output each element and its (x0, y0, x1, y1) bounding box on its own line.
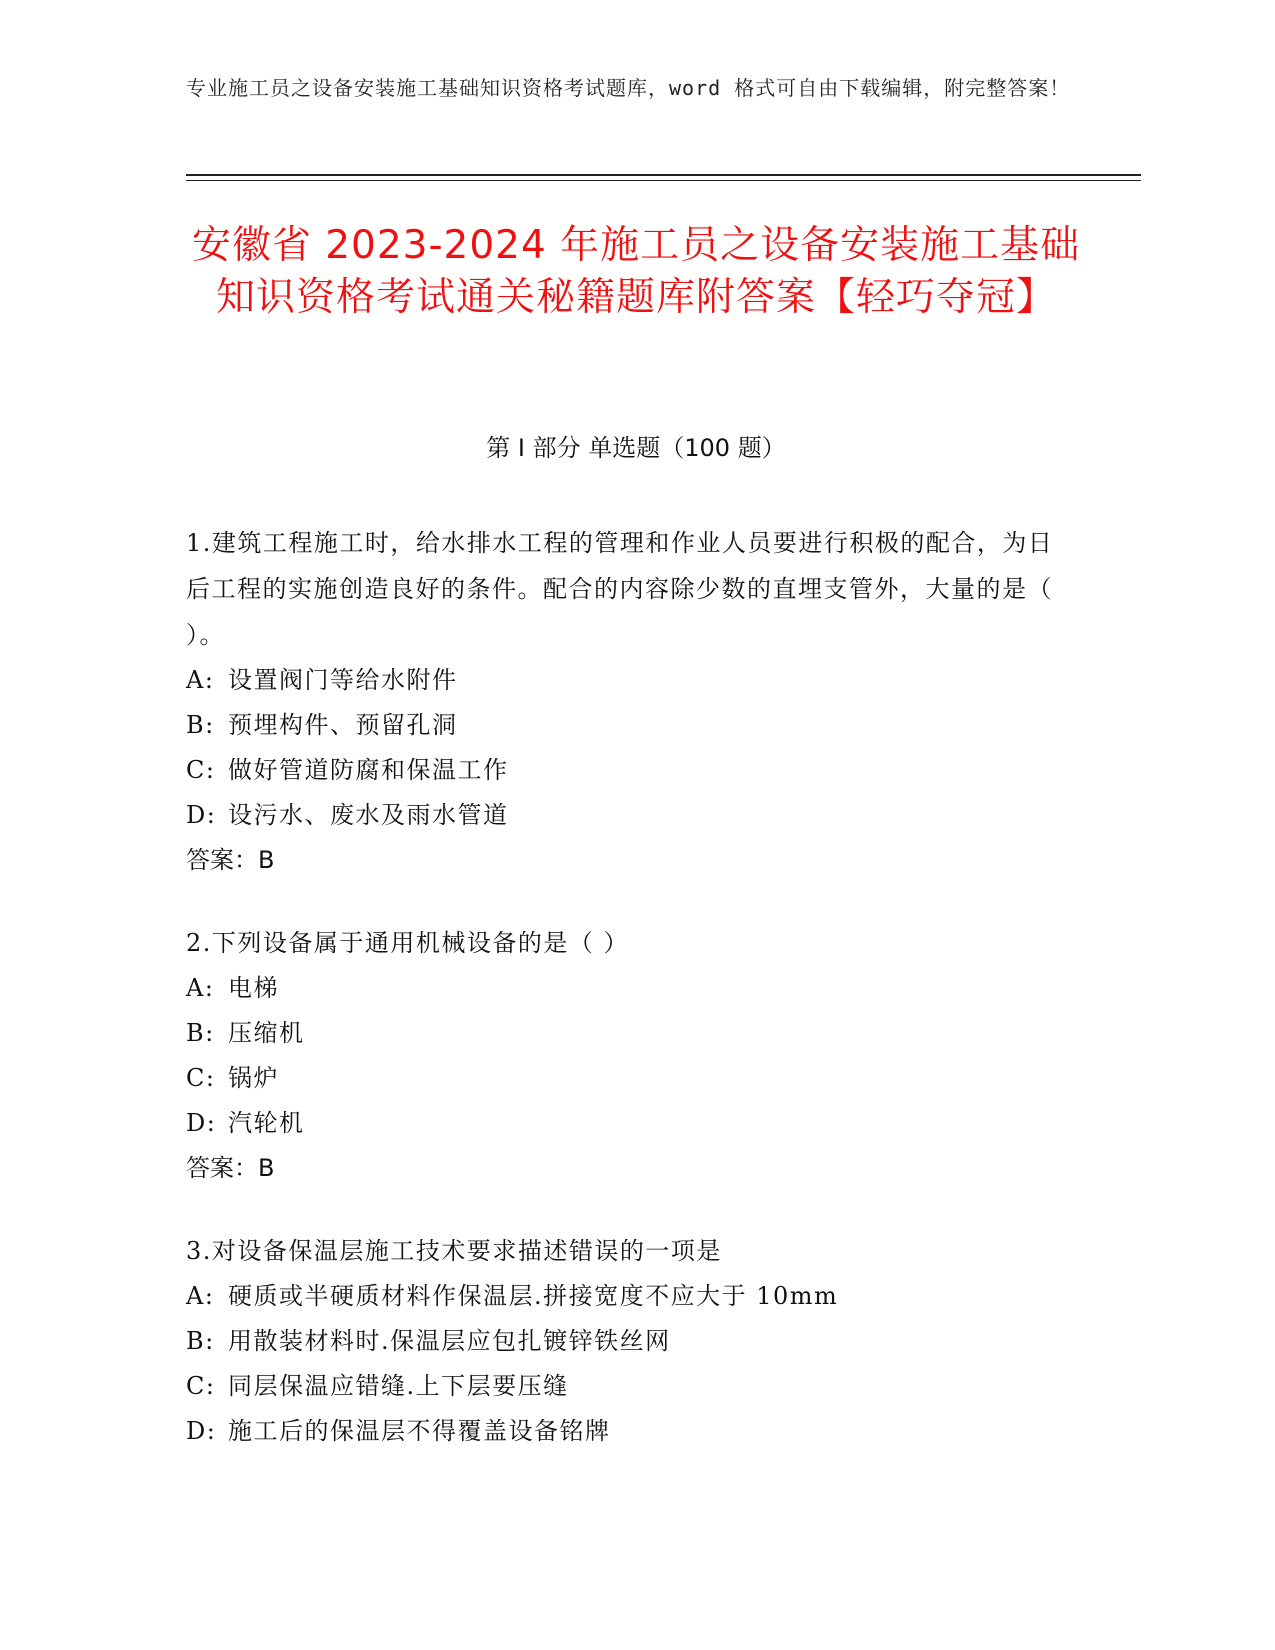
option-letter: D: (186, 801, 217, 829)
option-letter: C: (186, 756, 216, 784)
question-list (186, 520, 1066, 1491)
section-heading: 第 I 部分 单选题（100 题） (486, 434, 786, 462)
option-text: 汽轮机 (228, 1109, 305, 1137)
option-letter: C: (186, 1372, 216, 1400)
question-stem: 1.建筑工程施工时，给水排水工程的管理和作业人员要进行积极的配合，为日后工程的实施创造良好的条件。配合的内容除少数的直埋支管外，大量的是（ ）。 (186, 529, 1054, 649)
option-d (186, 1409, 1066, 1454)
option-letter: B: (186, 1327, 215, 1355)
option-letter: B: (186, 711, 215, 739)
option-text: 预埋构件、预留孔洞 (228, 711, 458, 739)
option-c (186, 1364, 1066, 1409)
option-letter: A: (186, 974, 215, 1002)
question-stem: 2.下列设备属于通用机械设备的是（ ） (186, 929, 630, 957)
answer-line: 答案：B (186, 1154, 275, 1182)
question-item (186, 520, 1066, 883)
option-a (186, 966, 1066, 1011)
option-text: 电梯 (228, 974, 279, 1002)
option-letter: B: (186, 1019, 215, 1047)
option-b (186, 1011, 1066, 1056)
header-divider-thick (186, 174, 1141, 176)
option-letter: D: (186, 1417, 217, 1445)
option-a (186, 1274, 1066, 1319)
answer-line: 答案：B (186, 846, 275, 874)
option-letter: C: (186, 1064, 216, 1092)
option-text: 施工后的保温层不得覆盖设备铭牌 (228, 1417, 611, 1445)
option-text: 设置阀门等给水附件 (228, 666, 458, 694)
question-stem: 3.对设备保温层施工技术要求描述错误的一项是 (186, 1237, 722, 1265)
option-letter: A: (186, 1282, 215, 1310)
option-letter: D: (186, 1109, 217, 1137)
option-text: 设污水、废水及雨水管道 (228, 801, 509, 829)
option-a (186, 658, 1066, 703)
option-d (186, 793, 1066, 838)
option-c (186, 1056, 1066, 1101)
header-note: 专业施工员之设备安装施工基础知识资格考试题库，word 格式可自由下载编辑，附完整答案！ (186, 76, 1071, 100)
option-d (186, 1101, 1066, 1146)
option-b (186, 1319, 1066, 1364)
option-text: 锅炉 (228, 1064, 279, 1092)
question-item (186, 1228, 1066, 1454)
option-text: 做好管道防腐和保温工作 (228, 756, 509, 784)
option-text: 同层保温应错缝.上下层要压缝 (228, 1372, 569, 1400)
document-title: 安徽省 2023-2024 年施工员之设备安装施工基础知识资格考试通关秘籍题库附答案【轻巧夺冠】 (191, 223, 1081, 320)
option-text: 硬质或半硬质材料作保温层.拼接宽度不应大于 10mm (228, 1282, 839, 1310)
option-letter: A: (186, 666, 215, 694)
option-b (186, 703, 1066, 748)
option-text: 用散装材料时.保温层应包扎镀锌铁丝网 (228, 1327, 671, 1355)
question-item (186, 920, 1066, 1191)
option-text: 压缩机 (228, 1019, 305, 1047)
option-c (186, 748, 1066, 793)
header-divider-thin (186, 180, 1141, 181)
